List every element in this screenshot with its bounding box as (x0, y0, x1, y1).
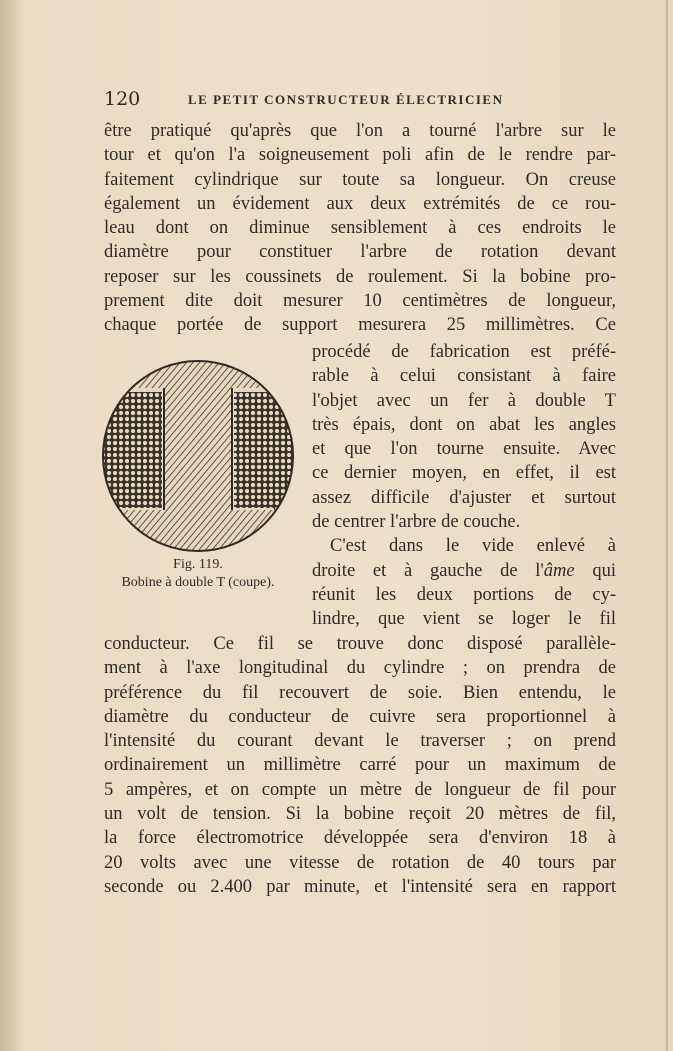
text-run: qui (574, 560, 616, 581)
text-line: l'intensité du courant devant le traverser ; on prend (104, 731, 616, 752)
text-line: seconde ou 2.400 par minute, et l'intensité sera en rapport (104, 876, 616, 897)
text-line: leau dont on diminue sensiblement à ces endroits le (104, 218, 616, 239)
running-title: LE PETIT CONSTRUCTEUR ÉLECTRICIEN (188, 92, 504, 107)
text-line: ce dernier moyen, en effet, il est (312, 463, 616, 484)
page-header (104, 86, 574, 112)
text-line: 5 ampères, et on compte un mètre de longueur de fil pour (104, 779, 616, 800)
left-winding (122, 392, 162, 508)
text-line: ordinairement un millimètre carré pour un maximum de (104, 755, 616, 776)
italic-word: âme (543, 560, 575, 581)
text-line: reposer sur les coussinets de roulement. Si la bobine pro- (104, 266, 616, 287)
text-line: également un évidement aux deux extrémités de ce rou- (104, 193, 616, 214)
paragraph-top (104, 119, 616, 338)
page-number: 120 (104, 88, 141, 110)
right-winding (234, 392, 274, 508)
figure-label: Fig. 119. (173, 557, 223, 572)
text-line: ment à l'axe longitudinal du cylindre ; on prendra de (104, 658, 616, 679)
text-line: diamètre pour constituer l'arbre de rotation devant (104, 242, 616, 263)
bobbin-section-drawing (100, 356, 296, 556)
text-line: réunit les deux portions de cy- (312, 584, 616, 605)
text-run: droite et à gauche de l' (312, 560, 544, 581)
text-line: tour et qu'on l'a soigneusement poli afin de le rendre par- (104, 145, 616, 166)
paragraph-side (312, 340, 616, 632)
text-line: prement dite doit mesurer 10 centimètres de longueur, (104, 291, 616, 312)
page-edge (666, 0, 668, 1051)
binding-shadow (0, 0, 22, 1051)
text-line: la force électromotrice développée sera d'environ 18 à (104, 828, 616, 849)
text-line-with-italic (312, 559, 616, 583)
text-line: faitement cylindrique sur toute sa longueur. On creuse (104, 169, 616, 190)
text-line: et que l'on tourne ensuite. Avec (312, 439, 616, 460)
text-line: très épais, dont on abat les angles (312, 414, 616, 435)
text-line: assez difficile d'ajuster et surtout (312, 487, 616, 508)
text-line: conducteur. Ce fil se trouve donc disposé parallèle- (104, 634, 616, 654)
text-line: l'objet avec un fer à double T (312, 390, 616, 411)
text-line: rable à celui consistant à faire (312, 366, 616, 387)
text-line: chaque portée de support mesurera 25 millimètres. Ce (104, 315, 616, 336)
text-line: être pratiqué qu'après que l'on a tourné l'arbre sur le (104, 121, 616, 141)
text-line: de centrer l'arbre de couche. (312, 512, 521, 533)
text-line: diamètre du conducteur de cuivre sera proportionnel à (104, 706, 616, 727)
text-line: C'est dans le vide enlevé à (330, 536, 616, 557)
text-line: préférence du fil recouvert de soie. Bien entendu, le (104, 682, 616, 703)
text-line: procédé de fabrication est préfé- (312, 342, 616, 362)
figure-caption (96, 556, 300, 592)
text-line: lindre, que vient se loger le fil (312, 609, 616, 630)
figure-title: Bobine à double T (coupe). (121, 575, 275, 590)
text-line: 20 volts avec une vitesse de rotation de 40 tours par (104, 852, 616, 873)
text-line: un volt de tension. Si la bobine reçoit 20 mètres de fil, (104, 804, 616, 825)
paragraph-bottom (104, 632, 616, 899)
